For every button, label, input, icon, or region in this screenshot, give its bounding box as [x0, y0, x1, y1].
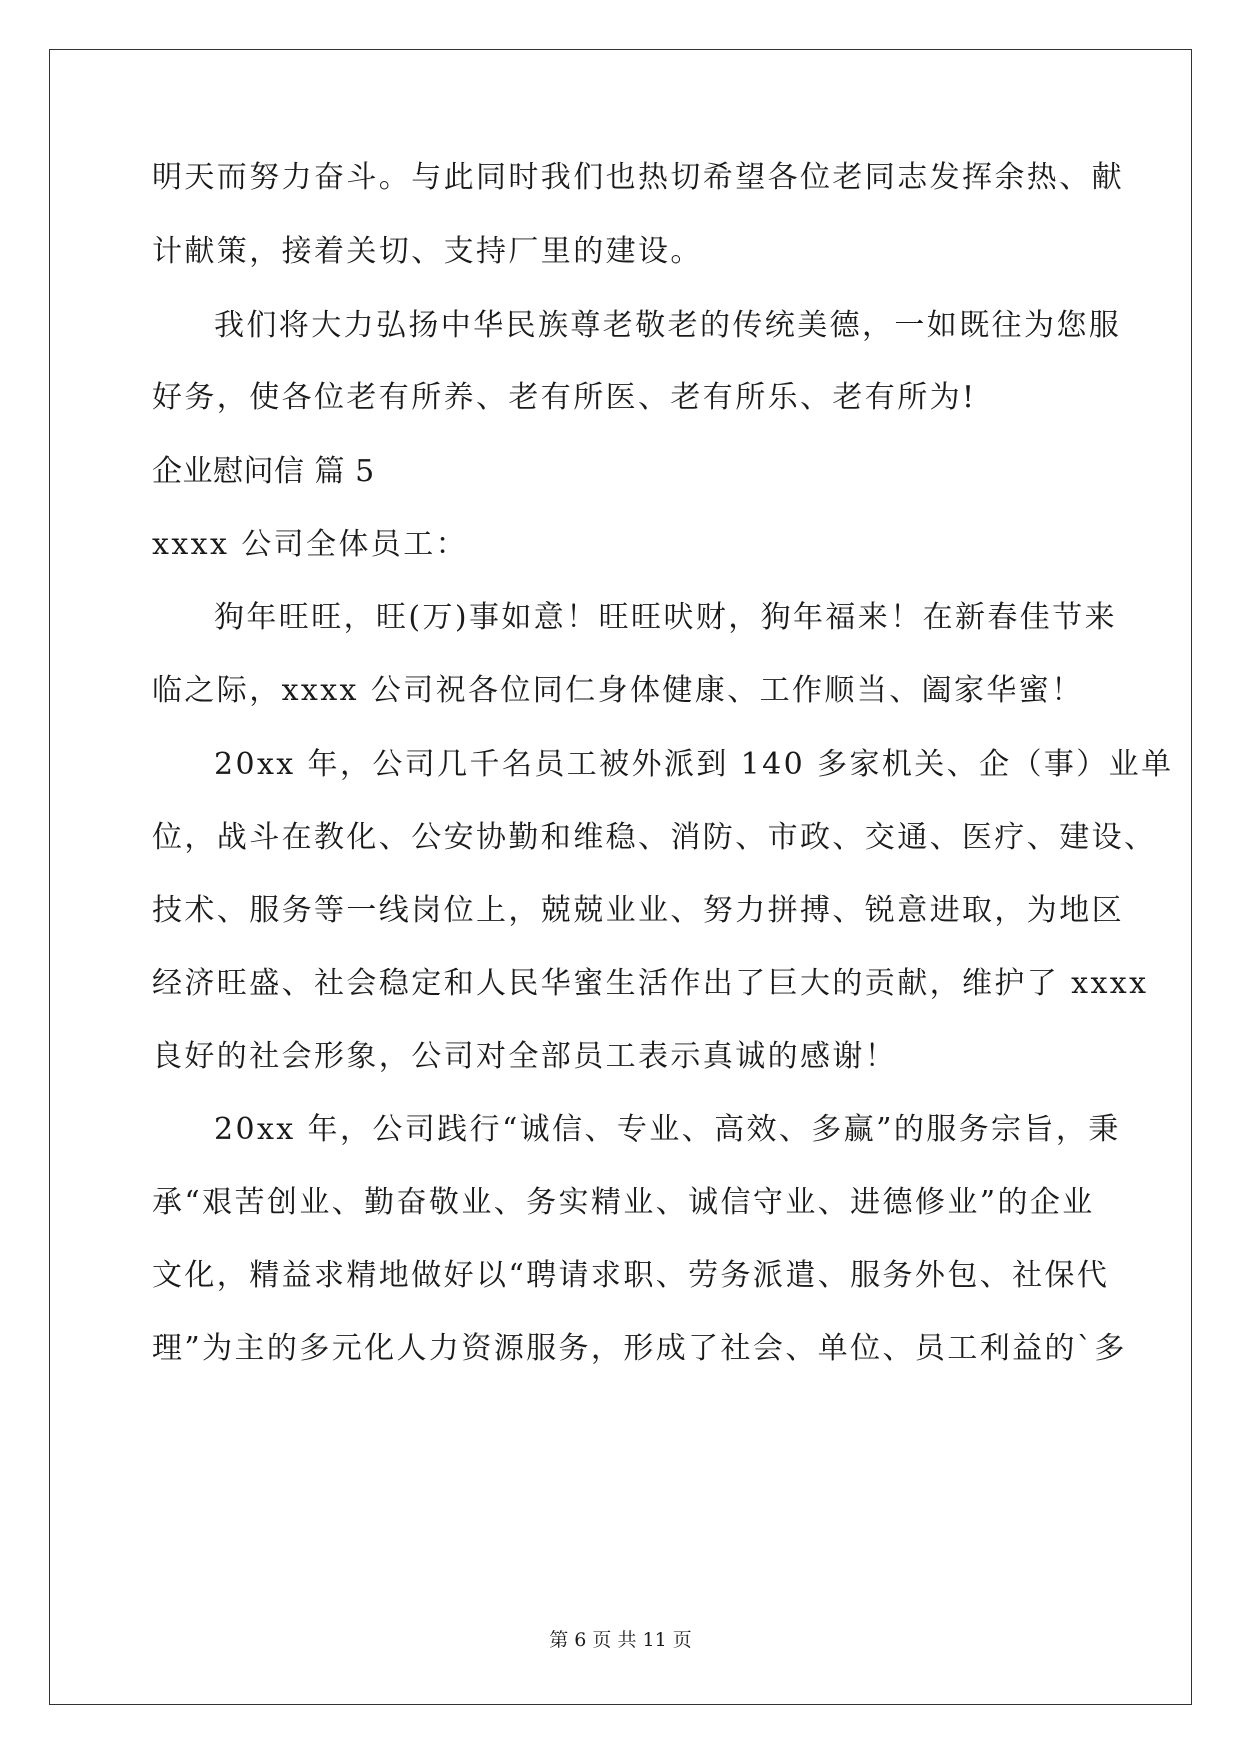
paragraph-line: 好务，使各位老有所养、老有所医、老有所乐、老有所为! [152, 380, 977, 415]
paragraph-line: 文化，精益求精地做好以“聘请求职、劳务派遣、服务外包、社保代 [152, 1258, 1110, 1293]
paragraph-line: 20xx 年，公司践行“诚信、专业、高效、多赢”的服务宗旨，秉 [214, 1112, 1121, 1147]
paragraph-line: 理”为主的多元化人力资源服务，形成了社会、单位、员工利益的`多 [152, 1331, 1127, 1366]
paragraph-line: 良好的社会形象，公司对全部员工表示真诚的感谢！ [152, 1039, 898, 1074]
page-border [49, 49, 1192, 1705]
paragraph-line: 狗年旺旺，旺(万)事如意！旺旺吠财，狗年福来！在新春佳节来 [214, 600, 1118, 635]
paragraph-line: 位，战斗在教化、公安协勤和维稳、消防、市政、交通、医疗、建设、 [152, 820, 1157, 855]
paragraph-line: 经济旺盛、社会稳定和人民华蜜生活作出了巨大的贡献，维护了 xxxx [152, 966, 1149, 1001]
paragraph-line: 20xx 年，公司几千名员工被外派到 140 多家机关、企（事）业单 [214, 747, 1174, 782]
paragraph-line: 我们将大力弘扬中华民族尊老敬老的传统美德，一如既往为您服 [214, 308, 1122, 343]
page-number-footer: 第 6 页 共 11 页 [549, 1629, 692, 1651]
section-heading: 企业慰问信 篇 5 [152, 454, 375, 489]
paragraph-line: 临之际，xxxx 公司祝各位同仁身体健康、工作顺当、阖家华蜜！ [152, 673, 1084, 708]
paragraph-line: 计献策，接着关切、支持厂里的建设。 [152, 234, 703, 269]
paragraph-line: 明天而努力奋斗。与此同时我们也热切希望各位老同志发挥余热、献 [152, 160, 1124, 195]
paragraph-line: 承“艰苦创业、勤奋敬业、务实精业、诚信守业、进德修业”的企业 [152, 1185, 1095, 1220]
salutation: xxxx 公司全体员工： [152, 527, 469, 562]
paragraph-line: 技术、服务等一线岗位上，兢兢业业、努力拼搏、锐意进取，为地区 [152, 893, 1124, 928]
